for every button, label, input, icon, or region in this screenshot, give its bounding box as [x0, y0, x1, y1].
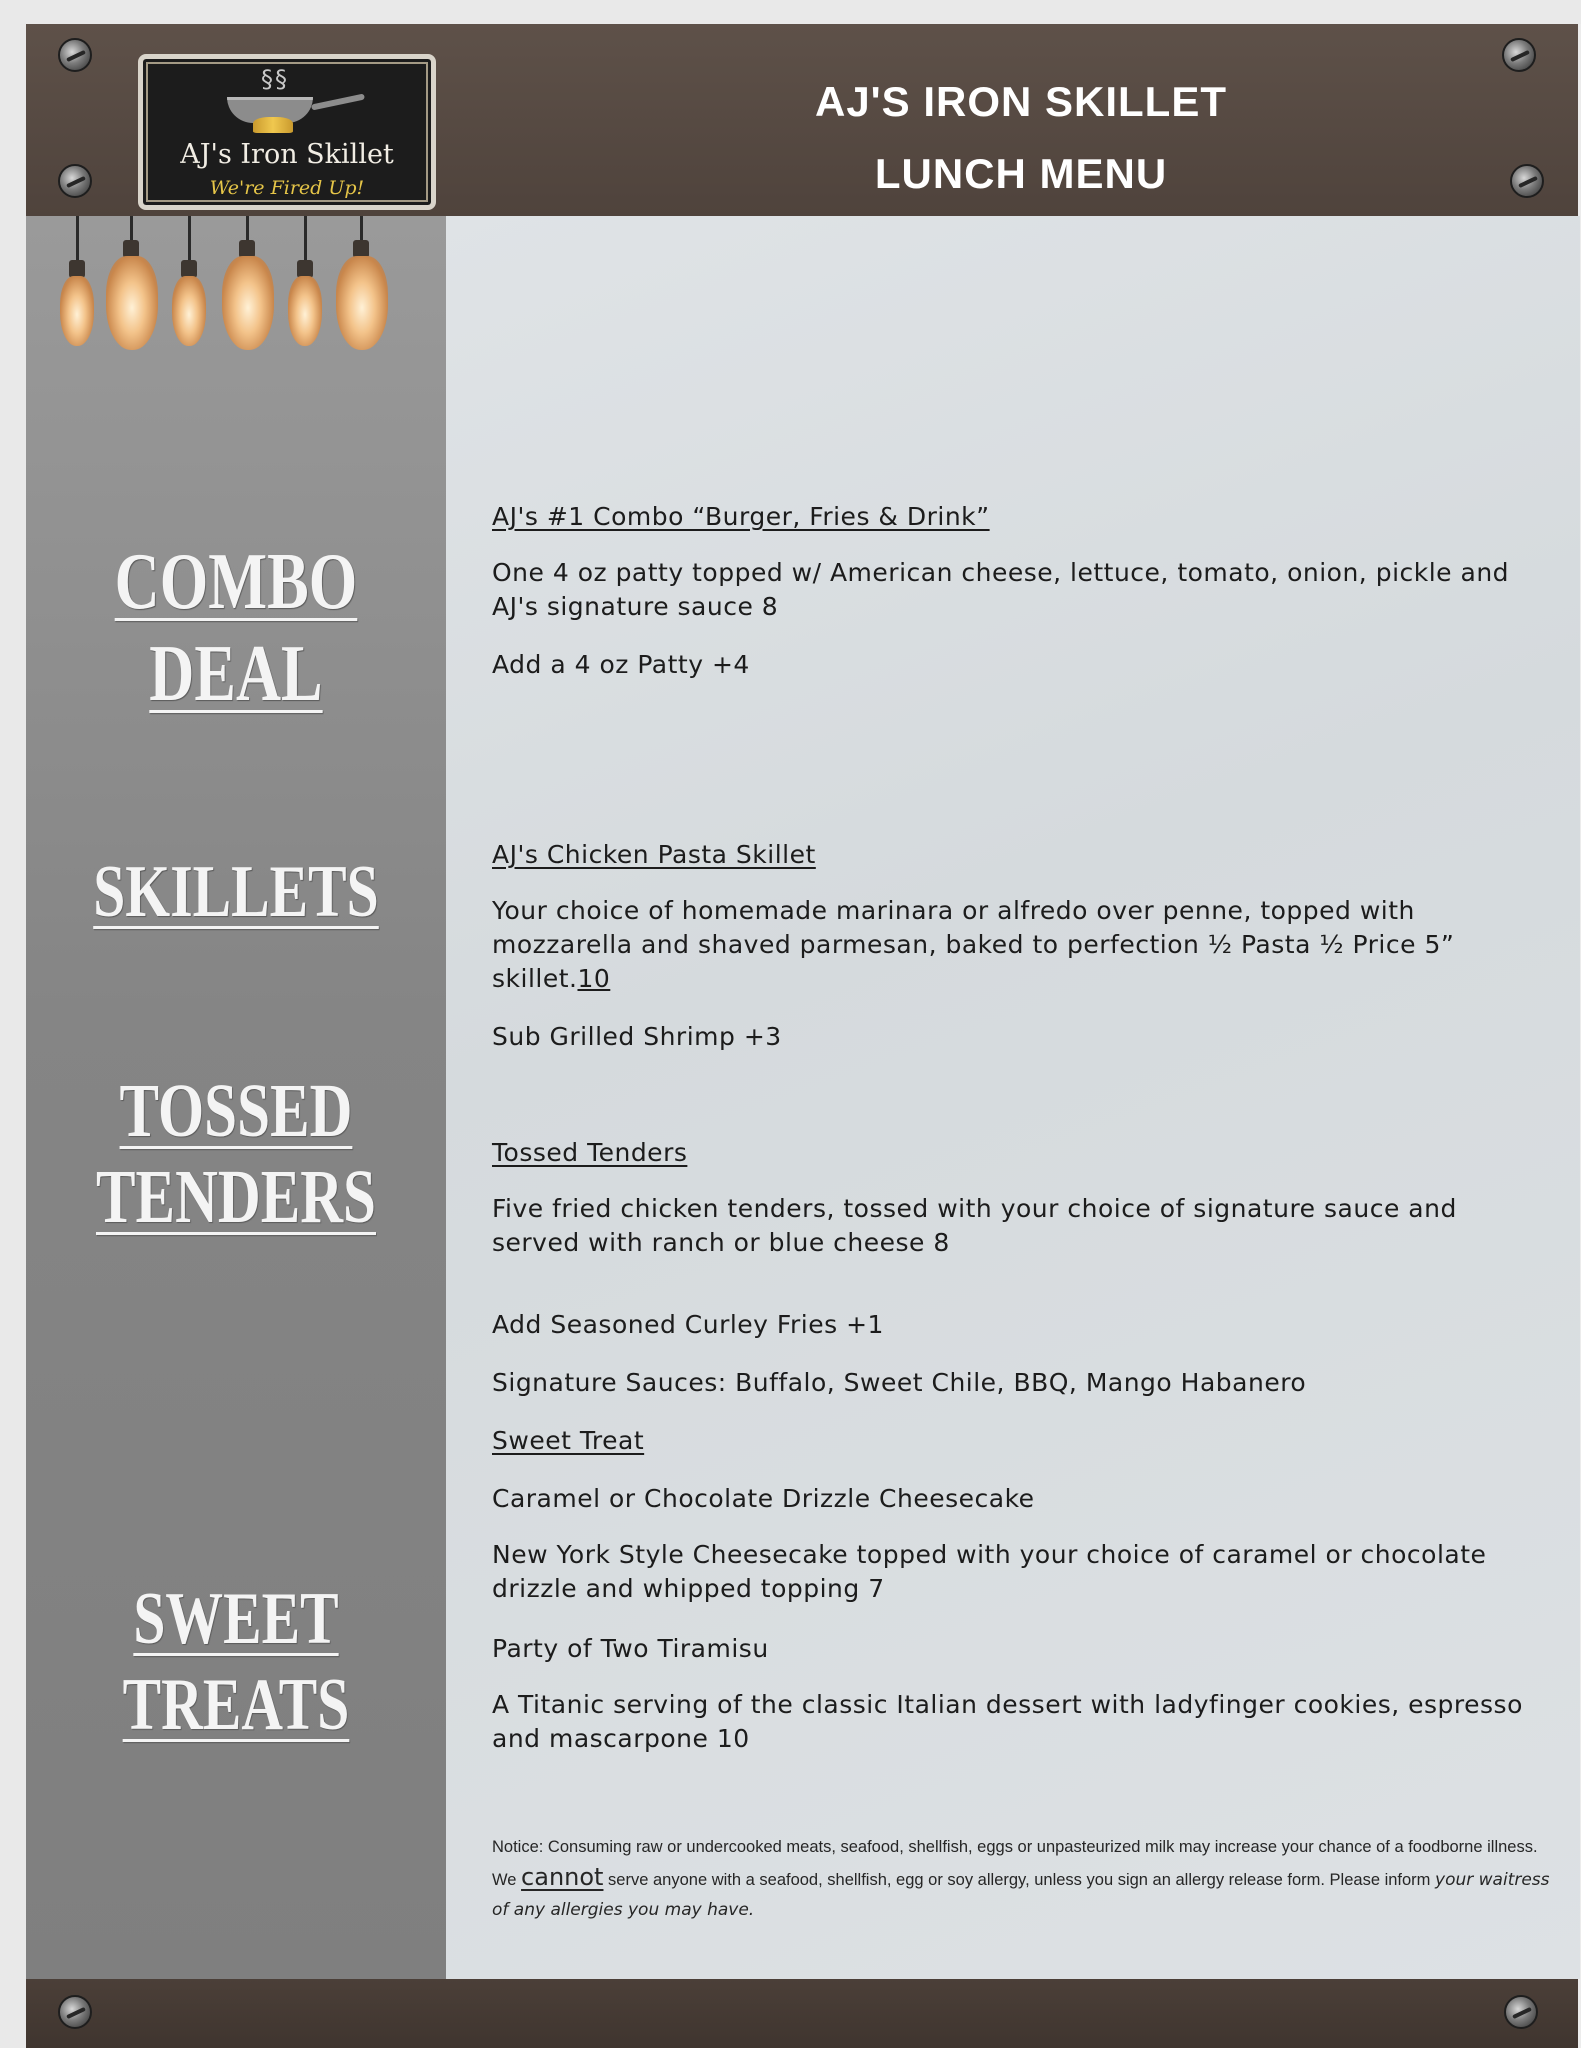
section-label-sweet: SWEET TREATS — [122, 1578, 350, 1746]
title-line-2: LUNCH MENU — [874, 150, 1168, 197]
restaurant-logo — [138, 54, 436, 210]
sweet-item-1-description: New York Style Cheesecake topped with your choice of caramel or chocolate drizzle and whipped topping 7 — [492, 1540, 1487, 1603]
notice-emphasis: cannot — [521, 1863, 604, 1891]
combo-heading: AJ's #1 Combo “Burger, Fries & Drink” — [492, 502, 990, 531]
section-label-skillets: SKILLETS — [93, 851, 379, 933]
light-bulb-icon — [60, 276, 94, 346]
light-bulb-icon — [222, 256, 274, 350]
screw-icon — [58, 164, 92, 198]
skillet-price: 10 — [577, 964, 611, 993]
skillet-heading: AJ's Chicken Pasta Skillet — [492, 840, 816, 869]
tenders-addon: Add Seasoned Curley Fries +1 — [492, 1310, 884, 1339]
screw-icon — [1504, 1995, 1538, 2029]
skillet-addon: Sub Grilled Shrimp +3 — [492, 1022, 782, 1051]
logo-name: AJ's Iron Skillet — [180, 139, 394, 170]
tenders-sauces: Signature Sauces: Buffalo, Sweet Chile, BBQ, Mango Habanero — [492, 1368, 1307, 1397]
light-bulb-icon — [172, 276, 206, 346]
screw-icon — [1502, 38, 1536, 72]
steam-icon: §§ — [261, 65, 289, 93]
title-line-1: AJ'S IRON SKILLET — [814, 78, 1228, 125]
screw-icon — [1510, 164, 1544, 198]
light-bulb-icon — [106, 256, 158, 350]
sweet-item-1-name: Caramel or Chocolate Drizzle Cheesecake — [492, 1484, 1035, 1513]
sweet-heading: Sweet Treat — [492, 1426, 645, 1455]
light-bulb-icon — [288, 276, 322, 346]
allergy-notice: Notice: Consuming raw or undercooked meats, seafood, shellfish, eggs or unpasteurized milk may increase your chance of a foodborne illness. We cannot serve anyone with a seafood, shellfish, egg or soy allergy, unless you sign an allergy release form. Please inform your waitress of any allergies you may have. — [492, 1838, 1550, 1920]
screw-icon — [58, 38, 92, 72]
skillet-handle-icon — [311, 93, 365, 110]
header-bar — [26, 24, 1578, 216]
sidebar — [26, 216, 446, 1979]
sweet-item-2-description: A Titanic serving of the classic Italian dessert with ladyfinger cookies, espresso and mascarpone 10 — [492, 1690, 1523, 1753]
light-bulb-icon — [336, 256, 388, 350]
skillet-description: Your choice of homemade marinara or alfredo over penne, topped with mozzarella and shaved parmesan, baked to perfection ½ Pasta ½ Price 5” skillet.10 — [492, 896, 1455, 993]
section-label-tenders: TOSSED TENDERS — [95, 1069, 377, 1239]
sweet-item-2-name: Party of Two Tiramisu — [492, 1634, 769, 1663]
menu-page — [26, 24, 1581, 2048]
section-label-combo: COMBO DEAL — [114, 538, 358, 718]
combo-addon: Add a 4 oz Patty +4 — [492, 650, 750, 679]
combo-description: One 4 oz patty topped w/ American cheese, lettuce, tomato, onion, pickle and AJ's signature sauce 8 — [492, 558, 1510, 621]
tenders-description: Five fried chicken tenders, tossed with your choice of signature sauce and served with ranch or blue cheese 8 — [492, 1194, 1457, 1257]
page-title — [626, 66, 1416, 210]
logo-tagline: We're Fired Up! — [209, 177, 365, 199]
flame-icon — [253, 117, 293, 133]
screw-icon — [58, 1995, 92, 2029]
tenders-heading: Tossed Tenders — [492, 1138, 688, 1167]
footer-bar — [26, 1979, 1578, 2048]
